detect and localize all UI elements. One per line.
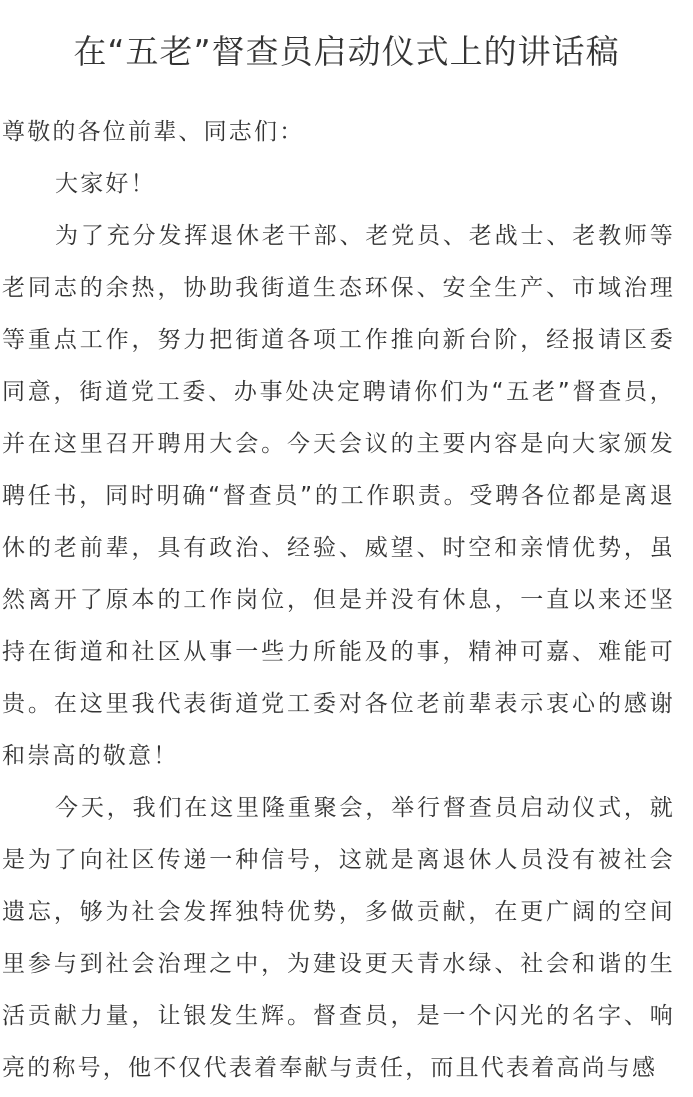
paragraph-ceremony: 今天，我们在这里隆重聚会，举行督查员启动仪式，就是为了向社区传递一种信号，这就是离退休人员没有被社会遗忘，够为社会发挥独特优势，多做贡献，在更广阔的空间里参与到社会治理之中，为建设更天青水绿、社会和谐的生活贡献力量，让银发生辉。督查员，是一个闪光的名字、响亮的称号，他不仅代表着奉献与责任，而且代表着高尚与感 [2, 795, 675, 1081]
paragraph-purpose: 为了充分发挥退休老干部、老党员、老战士、老教师等老同志的余热，协助我街道生态环保、安全生产、市域治理等重点工作，努力把街道各项工作推向新台阶，经报请区委同意，街道党工委、办事处决定聘请你们为“五老”督查员，并在这里召开聘用大会。今天会议的主要内容是向大家颁发聘任书，同时明确“督查员”的工作职责。受聘各位都是离退休的老前辈，具有政治、经验、威望、时空和亲情优势，虽然离开了原本的工作岗位，但是并没有休息，一直以来还坚持在街道和社区从事一些力所能及的事，精神可嘉、难能可贵。在这里我代表街道党工委对各位老前辈表示衷心的感谢和崇高的敬意！ [2, 223, 675, 769]
salutation: 尊敬的各位前辈、同志们： [2, 119, 305, 145]
document-title: 在“五老”督查员启动仪式上的讲话稿 [73, 32, 620, 71]
paragraph-greeting: 大家好！ [55, 171, 156, 197]
document-body [2, 106, 675, 1094]
